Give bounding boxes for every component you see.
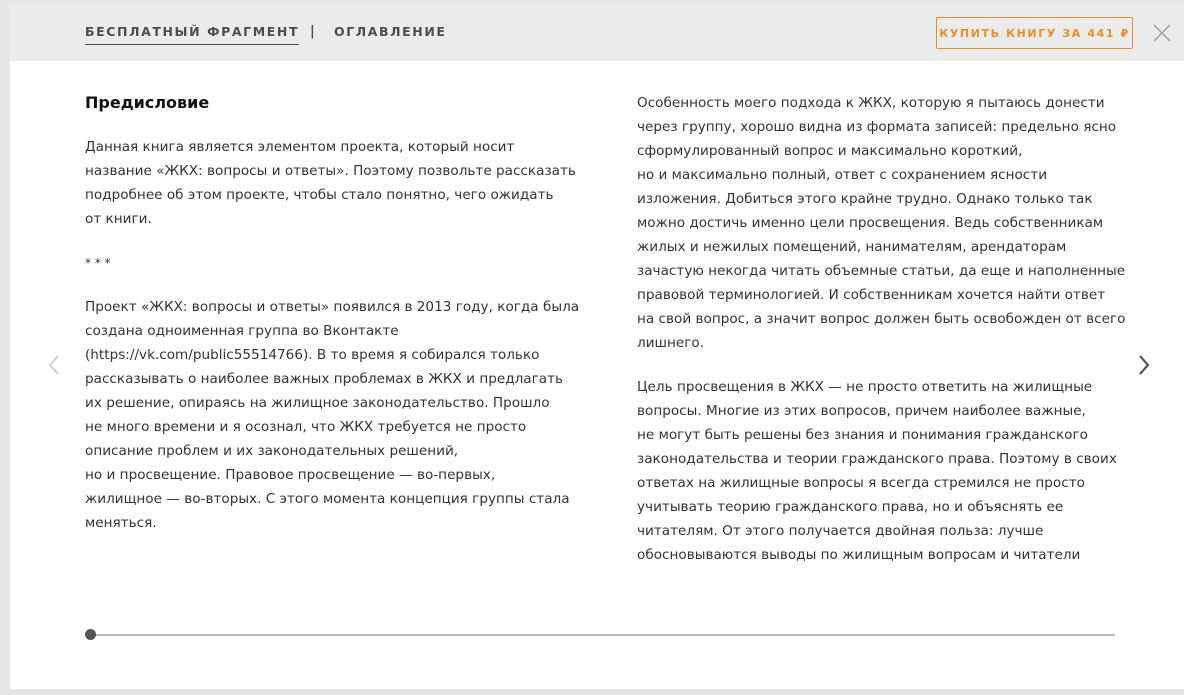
reader-header: [10, 5, 1184, 61]
tab-free-fragment[interactable]: БЕСПЛАТНЫЙ ФРАГМЕНТ: [85, 24, 299, 45]
text-line: зачастую некогда читать объемные статьи, да еще и наполненные: [637, 263, 1126, 279]
text-line: Данная книга является элементом проекта, который носит: [85, 139, 515, 155]
right-paragraph-2: [637, 375, 1117, 567]
text-line: сформулированный вопрос и максимально короткий,: [637, 143, 1023, 159]
text-line: рассказывать о наиболее важных проблемах в ЖКХ и предлагать: [85, 371, 564, 387]
text-line: меняться.: [85, 515, 157, 531]
chevron-right-icon[interactable]: [1134, 352, 1154, 378]
text-line: через группу, хорошо видна из формата записей: предельно ясно: [637, 119, 1117, 135]
reading-progress-slider[interactable]: [90, 634, 1115, 636]
text-line: учитывать теорию гражданского права, но и объяснять ее: [637, 499, 1064, 515]
text-line: их решение, опираясь на жилищное законодательство. Прошло: [85, 395, 550, 411]
right-page: [637, 91, 1126, 587]
left-page: [85, 91, 580, 555]
text-line: не могут быть решены без знания и понимания гражданского: [637, 427, 1088, 443]
text-line: Проект «ЖКХ: вопросы и ответы» появился в 2013 году, когда была: [85, 299, 580, 315]
text-line: создана одноименная группа во Вконтакте: [85, 323, 399, 339]
buy-book-button[interactable]: КУПИТЬ КНИГУ ЗА 441 ₽: [936, 17, 1133, 49]
text-line: но и просвещение. Правовое просвещение — во-первых,: [85, 467, 496, 483]
text-line: жилых и нежилых помещений, нанимателям, арендаторам: [637, 239, 1067, 255]
text-line: подробнее об этом проекте, чтобы стало понятно, чего ожидать: [85, 187, 554, 203]
text-line: но и максимально полный, ответ с сохранением ясности: [637, 167, 1048, 183]
text-line: Цель просвещения в ЖКХ — не просто ответить на жилищные: [637, 379, 1093, 395]
tab-table-of-contents[interactable]: ОГЛАВЛЕНИЕ: [334, 24, 447, 39]
text-line: название «ЖКХ: вопросы и ответы». Поэтому позвольте рассказать: [85, 163, 576, 179]
left-paragraph-2: [85, 295, 580, 535]
text-line: изложения. Добиться этого крайне трудно. Однако только так: [637, 191, 1093, 207]
chapter-title: Предисловие: [85, 93, 210, 112]
text-line: читателям. От этого получается двойная польза: лучше: [637, 523, 1044, 539]
right-paragraph-1: [637, 91, 1126, 355]
text-line: не много времени и я осознал, что ЖКХ требуется не просто: [85, 419, 527, 435]
progress-handle[interactable]: [85, 629, 96, 640]
text-line: (https://vk.com/public55514766). В то время я собирался только: [85, 347, 540, 363]
text-line: Особенность моего подхода к ЖКХ, которую я пытаюсь донести: [637, 95, 1105, 111]
text-line: правовой терминологией. И собственникам хочется найти ответ: [637, 287, 1106, 303]
reader-modal: [10, 5, 1184, 689]
text-line: лишнего.: [637, 335, 704, 351]
text-line: можно достичь именно цели просвещения. Ведь собственникам: [637, 215, 1104, 231]
text-line: ответах на жилищные вопросы я всегда стремился не просто: [637, 475, 1085, 491]
close-icon[interactable]: [1151, 22, 1173, 44]
text-line: описание проблем и их законодательных решений,: [85, 443, 459, 459]
text-line: вопросы. Многие из этих вопросов, причем наиболее важные,: [637, 403, 1086, 419]
text-line: от книги.: [85, 211, 152, 227]
text-line: жилищное — во-вторых. С этого момента концепция группы стала: [85, 491, 570, 507]
text-line: обосновываются выводы по жилищным вопросам и читатели: [637, 547, 1081, 563]
left-paragraph-1: [85, 135, 576, 231]
chevron-left-icon[interactable]: [44, 352, 64, 378]
text-line: законодательства и теории гражданского права. Поэтому в своих: [637, 451, 1117, 467]
tab-separator: |: [310, 24, 315, 39]
section-separator: * * *: [85, 256, 111, 270]
text-line: на свой вопрос, а значит вопрос должен быть освобожден от всего: [637, 311, 1126, 327]
